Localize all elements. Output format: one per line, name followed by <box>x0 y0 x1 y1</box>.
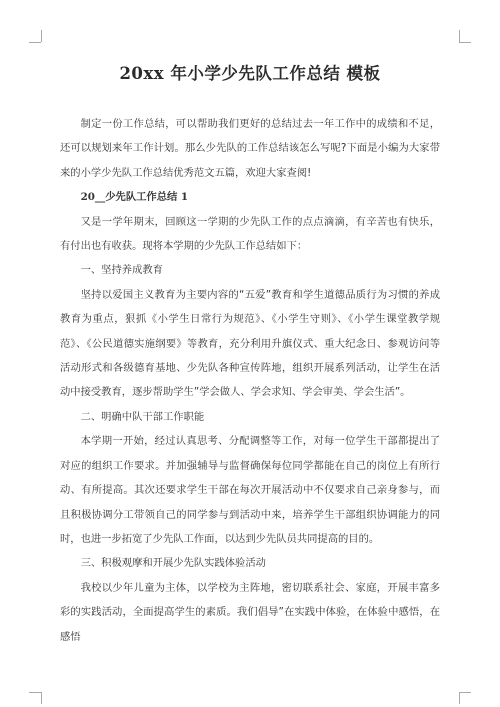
item2-heading: 二、明确中队干部工作职能 <box>80 410 205 423</box>
section-heading: 20__少先队工作总结 1 <box>80 191 189 204</box>
crop-mark <box>29 692 41 693</box>
item3-heading: 三、积极观摩和开展少先队实践体验活动 <box>80 557 266 570</box>
crop-mark <box>459 30 460 42</box>
section-intro-paragraph: 又是一学年期末，回顾这一学期的少先队工作的点点滴滴，有辛苦也有快乐，有付出也有收获。现将本学期的少先队工作总结如下： <box>60 215 440 253</box>
item3-paragraph: 我校以少年儿童为主体，以学校为主阵地，密切联系社会、家庭，开展丰富多彩的实践活动，全面提高学生的素质。我们倡导”在实践中体验，在体验中感悟，在感悟 <box>60 581 440 643</box>
document-title: 20xx 年小学少先队工作总结 模板 <box>119 64 381 83</box>
crop-mark <box>41 692 42 704</box>
item2-paragraph: 本学期一开始，经过认真思考、分配调整等工作，对每一位学生干部都提出了对应的组织工作要求。并加强辅导与监督确保每位同学都能在自己的岗位上有所行动、有所提高。其次还要求学生干部在每次开展活动中不仅要求自己亲身参与，而且积极协调分工带领自己的同学参与到活动中来，培养学生干部组织协调能力的同时，也进一步拓宽了少先队工作面，以达到少先队员共同提高的目的。 <box>60 435 440 545</box>
document-body <box>60 112 440 649</box>
item1-paragraph: 坚持以爱国主义教育为主要内容的“五爱”教育和学生道德品质行为习惯的养成教育为重点，狠抓《小学生日常行为规范》、《小学生守则》、《小学生课堂教学规范》、《公民道德实施纲要》等教育，充分利用升旗仪式、重大纪念日、参观访问等活动形式和各级德育基地、少先队各种宣传阵地，组织开展系列活动，让学生在活动中接受教育，逐步帮助学生”学会做人、学会求知、学会审美、学会生活”。 <box>60 288 440 399</box>
crop-mark <box>459 42 471 43</box>
crop-mark <box>29 42 41 43</box>
crop-mark <box>459 692 460 704</box>
item1-heading: 一、坚持养成教育 <box>80 264 163 277</box>
intro-paragraph: 制定一份工作总结，可以帮助我们更好的总结过去一年工作中的成绩和不足，还可以规划来年工作计划。那么少先队的工作总结该怎么写呢?下面是小编为大家带来的小学少先队工作总结优秀范文五篇，欢迎大家查阅! <box>60 118 440 179</box>
crop-mark <box>459 692 471 693</box>
crop-mark <box>41 30 42 42</box>
